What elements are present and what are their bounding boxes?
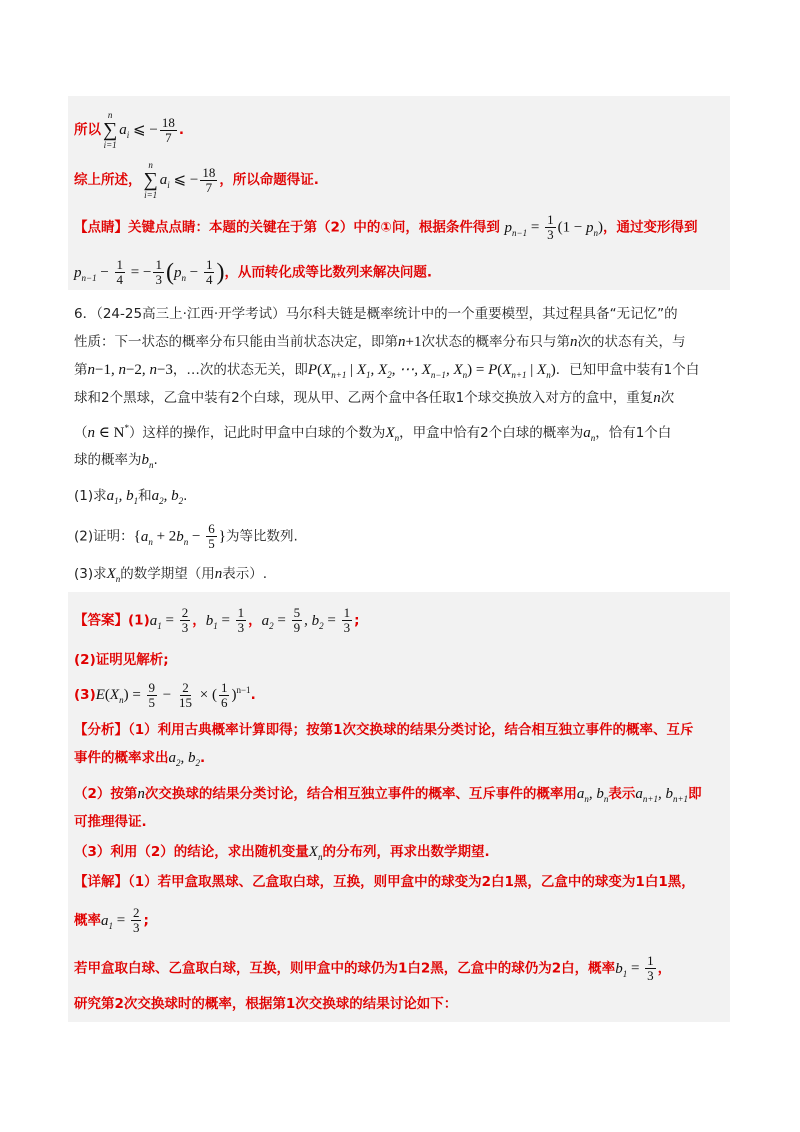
fenxi-line-5: （3）利用（2）的结论，求出随机变量$X_n$的分布列，再求出数学期望. <box>74 844 490 862</box>
dianjing-line-1: 【点睛】关键点点睛：本题的关键在于第（2）中的①问，根据条件得到 $p_{n-1}$ = $\frac{1}{3}$ $(1 - p_n)$，通过变形得到 <box>74 212 698 242</box>
fenxi-line-4: 可推理得证. <box>74 814 147 830</box>
dianjing-line-2: $p_{n-1}$ − $\frac{1}{4}$ = − $\frac{1}{3}$ ($p_n$ − $\frac{1}{4}$ )，从而转化成等比数列来解决问题. <box>74 257 433 287</box>
xiangjie-line-4: 研究第2次交换球时的概率，根据第1次交换球的结果讨论如下： <box>74 996 458 1012</box>
question-2: (2)证明：{$a_n + 2b_n$ − $\frac{6}{5}$ }为等比数列. <box>74 521 298 551</box>
question-1: (1)求$a_1$, $b_1$和$a_2$, $b_2$. <box>74 488 188 506</box>
prev-line-2: 综上所述， n ∑ i=1 $a_i$ ⩽ − $\frac{18}{7}$ ，所以命题得证. <box>74 160 319 200</box>
problem-line-5: （n ∈ N*）这样的操作，记此时甲盒中白球的个数为$X_n$，甲盒中恰有2个白球的概率为$a_n$，恰有1个白 <box>74 423 672 443</box>
xiangjie-line-2: 概率$a_1$ = $\frac{2}{3}$ ; <box>74 905 149 935</box>
xiangjie-line-1: 【详解】（1）若甲盒取黑球、乙盒取白球，互换，则甲盒中的球变为2白1黑，乙盒中的球变为1白1黑， <box>74 874 695 890</box>
problem-line-6: 球的概率为$b_n$. <box>74 452 158 470</box>
answer-line-1: 【答案】$(1)a_1$ = $\frac{2}{3}$ ，$b_1$ = $\frac{1}{3}$ ，$a_2$ = $\frac{5}{9}$ , $b_2$ = $\frac{1}{3}$ ; <box>74 605 360 635</box>
problem-line-1: 6．（24-25高三上·江西·开学考试）马尔科夫链是概率统计中的一个重要模型，其过程具备“无记忆”的 <box>74 306 678 322</box>
problem-line-4: 球和2个黑球，乙盒中装有2个白球，现从甲、乙两个盒中各任取1个球交换放入对方的盒中，重复n次 <box>74 390 675 406</box>
answer-line-2: (2)证明见解析; <box>74 652 169 668</box>
question-3: (3)求$X_n$的数学期望（用n表示）. <box>74 566 268 584</box>
fenxi-line-3: （2）按第n次交换球的结果分类讨论，结合相互独立事件的概率、互斥事件的概率用$a_n$, $b_n$表示$a_{n+1}$, $b_{n+1}$即 <box>74 786 702 804</box>
xiangjie-line-3: 若甲盒取白球、乙盒取白球，互换，则甲盒中的球仍为1白2黑，乙盒中的球仍为2白，概率$b_1$ = $\frac{1}{3}$ ， <box>74 953 672 983</box>
fenxi-line-2: 事件的概率求出$a_2$, $b_2$. <box>74 750 206 768</box>
prev-line-1: 所以 n ∑ i=1 $a_i$ ⩽ − $\frac{18}{7}$ . <box>74 110 184 150</box>
answer-line-3: $(3)E(X_n)$ = $\frac{9}{5}$ − $\frac{2}{15}$ × ( $\frac{1}{6}$ )$^{n-1}$. <box>74 679 256 710</box>
problem-line-2: 性质：下一状态的概率分布只能由当前状态决定，即第n+1次状态的概率分布只与第n次的状态有关，与 <box>74 334 686 350</box>
problem-line-3: 第n−1, n−2, n−3，…次的状态无关，即$P(X_{n+1}$ | $X_1$, $X_2$, ⋯, $X_{n-1}$, $X_n) = P(X_{n+1}$ | $X_n$)．已知甲盒中装有1个白 <box>74 362 700 380</box>
fenxi-line-1: 【分析】（1）利用古典概率计算即得；按第1次交换球的结果分类讨论，结合相互独立事件的概率、互斥 <box>74 722 694 738</box>
